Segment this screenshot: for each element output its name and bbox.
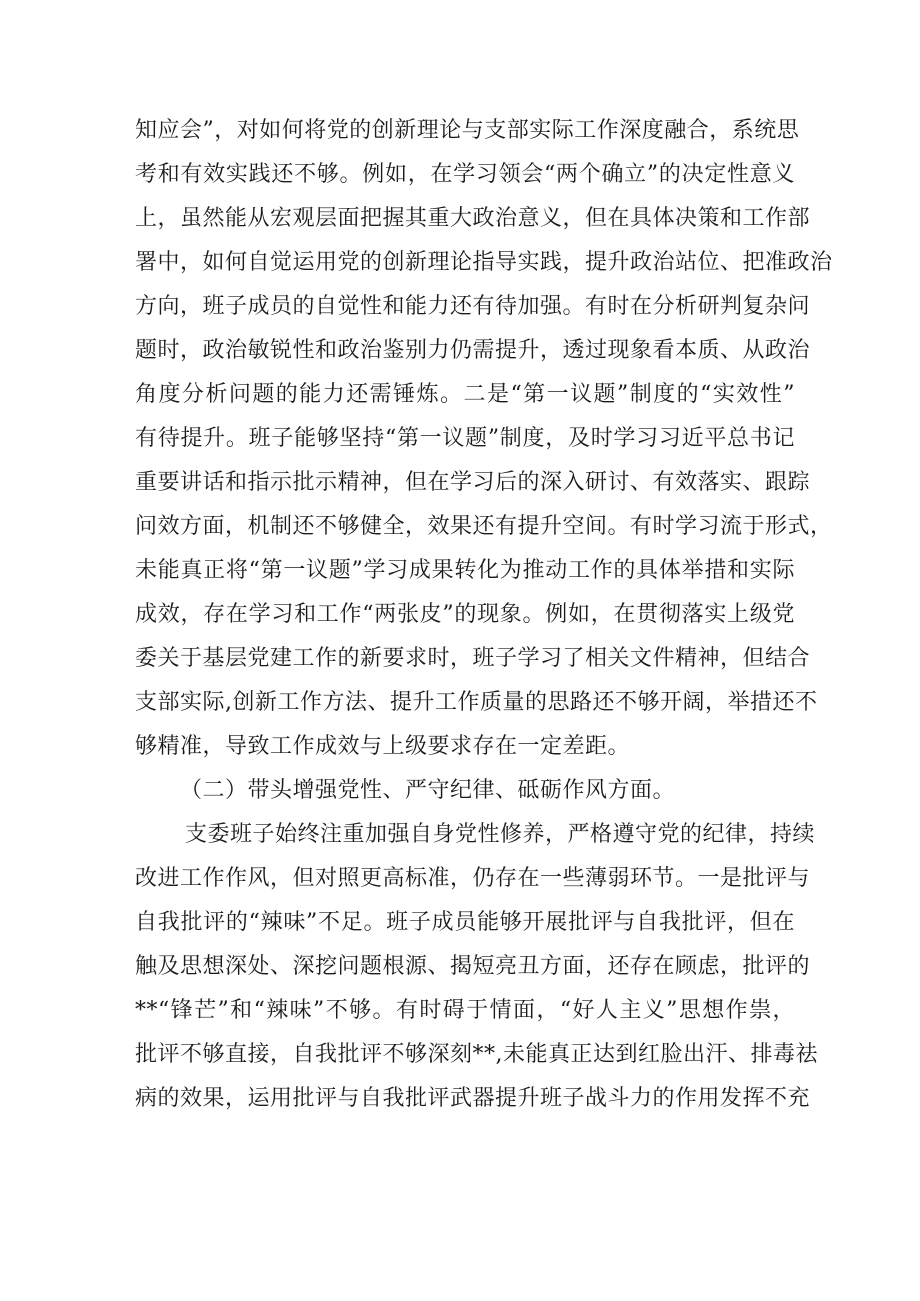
text-line: 自我批评的“辣味”不足。班子成员能够开展批评与自我批评，但在 [135,910,795,935]
text-line: 署中，如何自觉运用党的创新理论指导实践，提升政治站位、把准政治 [135,250,833,275]
text-line: 重要讲话和指示批示精神，但在学习后的深入研讨、有效落实、跟踪 [135,470,811,495]
text-line: 够精准，导致工作成效与上级要求存在一定差距。 [135,734,631,759]
text-line: 触及思想深处、深挖问题根源、揭短亮丑方面，还存在顾虑，批评的 [135,954,811,979]
text-line: 角度分析问题的能力还需锤炼。二是“第一议题”制度的“实效性” [135,382,795,407]
text-line: 委关于基层党建工作的新要求时，班子学习了相关文件精神，但结合 [135,646,811,671]
text-line: 病的效果，运用批评与自我批评武器提升班子战斗力的作用发挥不充 [135,1086,811,1111]
text-line: 批评不够直接，自我批评不够深刻**,未能真正达到红脸出汗、排毒祛 [135,1042,818,1067]
text-line: 方向，班子成员的自觉性和能力还有待加强。有时在分析研判复杂问 [135,294,811,319]
text-line: 支委班子始终注重加强自身党性修养，严格遵守党的纪律，持续 [185,822,816,847]
text-line: 题时，政治敏锐性和政治鉴别力仍需提升，透过现象看本质、从政治 [135,338,811,363]
text-line: 成效，存在学习和工作“两张皮”的现象。例如，在贯彻落实上级党 [135,602,795,627]
text-line: 未能真正将“第一议题”学习成果转化为推动工作的具体举措和实际 [135,558,795,583]
text-line: 改进工作作风，但对照更高标准，仍存在一些薄弱环节。一是批评与 [135,866,811,891]
text-line: 有待提升。班子能够坚持“第一议题”制度，及时学习习近平总书记 [135,426,795,451]
section-heading: （二）带头增强党性、严守纪律、砥砺作风方面。 [180,778,676,803]
text-line: 考和有效实践还不够。例如，在学习领会“两个确立”的决定性意义 [135,162,795,187]
text-line: **“锋芒”和“辣味”不够。有时碍于情面，“好人主义”思想作祟， [135,998,795,1023]
text-line: 问效方面，机制还不够健全，效果还有提升空间。有时学习流于形式， [135,514,833,539]
text-line: 知应会”，对如何将党的创新理论与支部实际工作深度融合，系统思 [135,118,800,143]
text-line: 支部实际,创新工作方法、提升工作质量的思路还不够开阔，举措还不 [135,690,818,715]
text-line: 上，虽然能从宏观层面把握其重大政治意义，但在具体决策和工作部 [135,206,811,231]
